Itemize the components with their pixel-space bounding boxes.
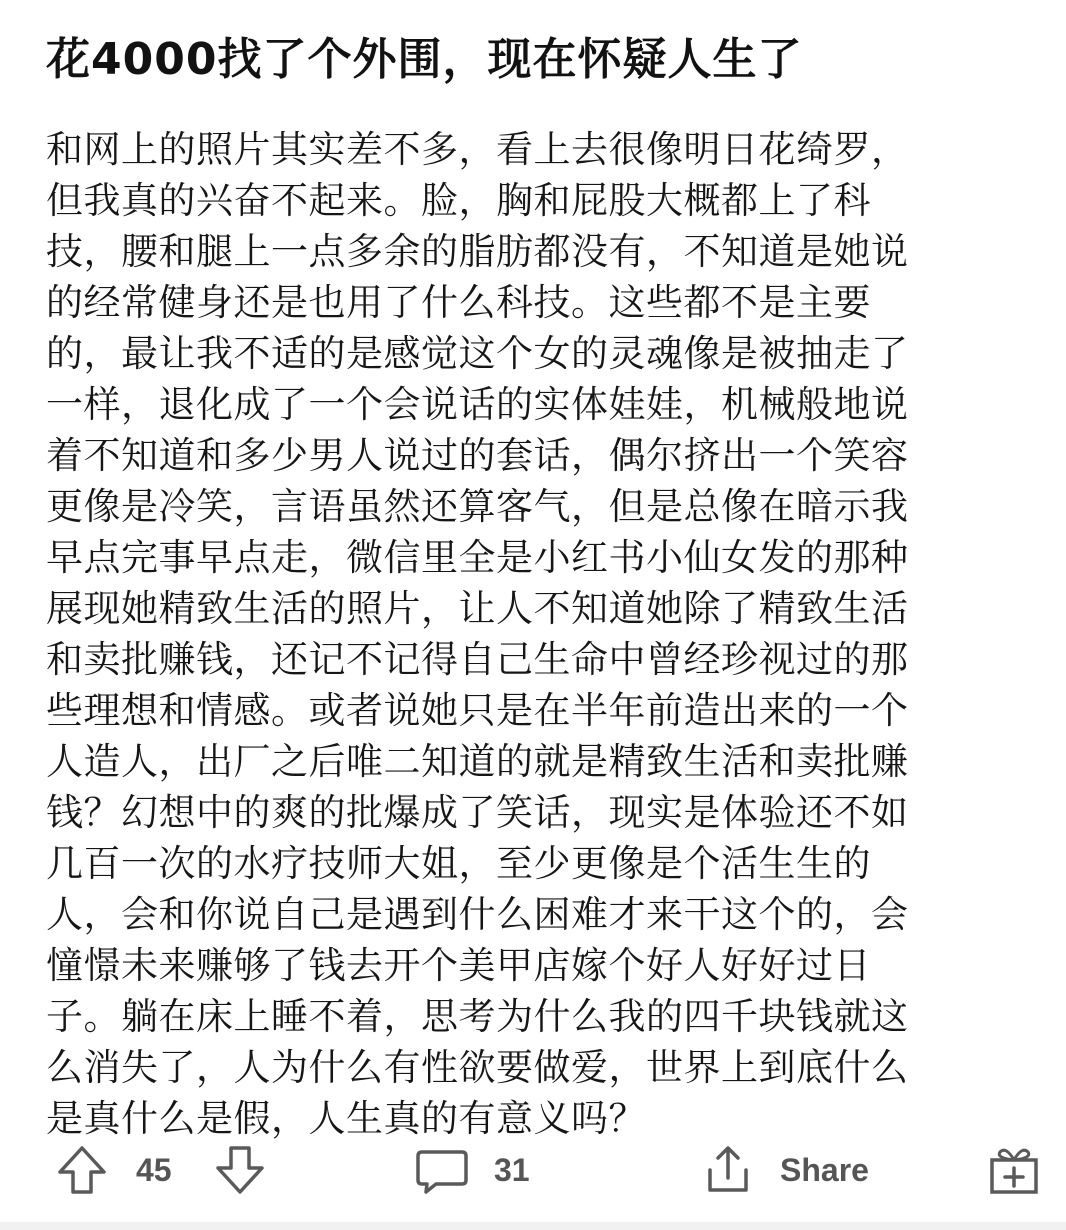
comment-count: 31	[494, 1151, 530, 1188]
share-label-wrap[interactable]	[780, 1130, 869, 1210]
award-button[interactable]	[986, 1130, 1042, 1210]
post-body-line: 展现她精致生活的照片，让人不知道她除了精致生活	[46, 587, 909, 630]
post-body-line: 子。躺在床上睡不着，思考为什么我的四千块钱就这	[46, 995, 909, 1038]
post-body-line: 人，会和你说自己是遇到什么困难才来干这个的，会	[46, 893, 909, 936]
post-body-line: 人造人，出厂之后唯二知道的就是精致生活和卖批赚	[46, 740, 909, 783]
share-label[interactable]: Share	[780, 1151, 869, 1188]
share-icon	[700, 1142, 756, 1198]
post-body-line: 早点完事早点走，微信里全是小红书小仙女发的那种	[46, 536, 909, 579]
post-title[interactable]: 花4000找了个外围，现在怀疑人生了	[46, 34, 803, 85]
post-body-line: 着不知道和多少男人说过的套话，偶尔挤出一个笑容	[46, 434, 909, 477]
post-body-line: 更像是冷笑，言语虽然还算客气，但是总像在暗示我	[46, 485, 909, 528]
post-body-line: 和网上的照片其实差不多，看上去很像明日花绮罗，	[46, 128, 909, 171]
post-body-line: 的，最让我不适的是感觉这个女的灵魂像是被抽走了	[46, 332, 909, 375]
post-action-bar	[0, 1130, 1066, 1210]
upvote-button[interactable]	[54, 1130, 110, 1210]
post-body-line: 是真什么是假，人生真的有意义吗？	[46, 1097, 646, 1140]
downvote-button[interactable]	[212, 1130, 268, 1210]
post-body-line: 和卖批赚钱，还记不记得自己生命中曾经珍视过的那	[46, 638, 909, 681]
upvote-arrow-icon	[54, 1142, 110, 1198]
post-body-line: 么消失了，人为什么有性欲要做爱，世界上到底什么	[46, 1046, 909, 1089]
post-body-line: 一样，退化成了一个会说话的实体娃娃，机械般地说	[46, 383, 909, 426]
post-body-line: 但我真的兴奋不起来。脸，胸和屁股大概都上了科	[46, 179, 871, 222]
post-body-line: 几百一次的水疗技师大姐，至少更像是个活生生的	[46, 842, 871, 885]
comment-count-wrap	[494, 1130, 530, 1210]
vote-count-wrap	[136, 1130, 172, 1210]
post-body-line: 憧憬未来赚够了钱去开个美甲店嫁个好人好好过日	[46, 944, 871, 987]
divider	[0, 1222, 1066, 1230]
share-button[interactable]	[700, 1130, 756, 1210]
vote-count: 45	[136, 1151, 172, 1188]
downvote-arrow-icon	[212, 1142, 268, 1198]
post-body-line: 钱？幻想中的爽的批爆成了笑话，现实是体验还不如	[46, 791, 909, 834]
post-body	[46, 124, 1036, 1144]
comment-button[interactable]	[414, 1130, 470, 1210]
post-body-line: 技，腰和腿上一点多余的脂肪都没有，不知道是她说	[46, 230, 909, 273]
post-body-line: 的经常健身还是也用了什么科技。这些都不是主要	[46, 281, 871, 324]
post-body-line: 些理想和情感。或者说她只是在半年前造出来的一个	[46, 689, 909, 732]
gift-award-icon	[986, 1142, 1042, 1198]
comment-bubble-icon	[414, 1142, 470, 1198]
